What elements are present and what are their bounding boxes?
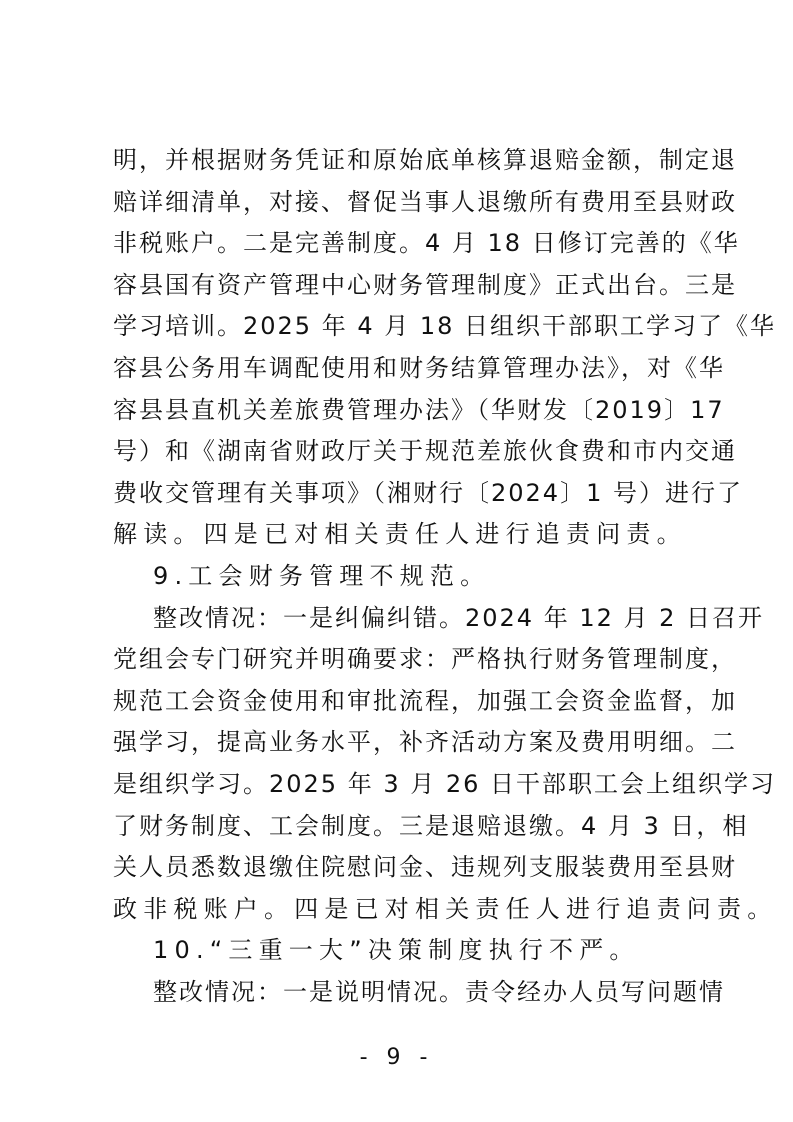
text-line: 9.工会财务管理不规范。 [153,561,491,590]
text-line: 规范工会资金使用和审批流程，加强工会资金监督，加 [113,686,737,715]
text-line: 费收交管理有关事项》（湘财行〔2024〕1 号）进行了 [113,478,743,507]
text-line: 非税账户。二是完善制度。4 月 18 日修订完善的《华 [113,229,740,258]
text-line: 政非税账户。四是已对相关责任人进行追责问责。 [113,894,778,923]
text-line: 整改情况：一是纠偏纠错。2024 年 12 月 2 日召开 [153,603,765,632]
text-line: 明，并根据财务凭证和原始底单核算退赔金额，制定退 [113,146,737,174]
text-line: 关人员悉数退缴住院慰问金、违规列支服装费用至县财 [113,853,737,882]
document-body [113,140,778,1013]
text-line: 容县公务用车调配使用和财务结算管理办法》，对《华 [113,353,725,382]
text-line: 10.“三重一大”决策制度执行不严。 [153,936,640,965]
text-line: 党组会专门研究并明确要求：严格执行财务管理制度， [113,645,737,674]
text-line: 整改情况：一是说明情况。责令经办人员写问题情 [153,977,725,1006]
text-line: 强学习，提高业务水平，补齐活动方案及费用明细。二 [113,728,737,757]
text-line: 了财务制度、工会制度。三是退赔退缴。4 月 3 日，相 [113,811,749,840]
text-line: 是组织学习。2025 年 3 月 26 日干部职工会上组织学习 [113,769,777,798]
text-line: 容县县直机关差旅费管理办法》（华财发〔2019〕17 [113,395,725,424]
text-line: 学习培训。2025 年 4 月 18 日组织干部职工学习了《华 [113,312,777,341]
text-line: 解读。四是已对相关责任人进行追责问责。 [113,520,687,549]
text-line: 容县国有资产管理中心财务管理制度》正式出台。三是 [113,270,737,299]
page-number: - 9 - [359,1045,434,1070]
text-line: 号）和《湖南省财政厅关于规范差旅伙食费和市内交通 [113,437,737,466]
text-line: 赔详细清单，对接、督促当事人退缴所有费用至县财政 [113,187,737,216]
